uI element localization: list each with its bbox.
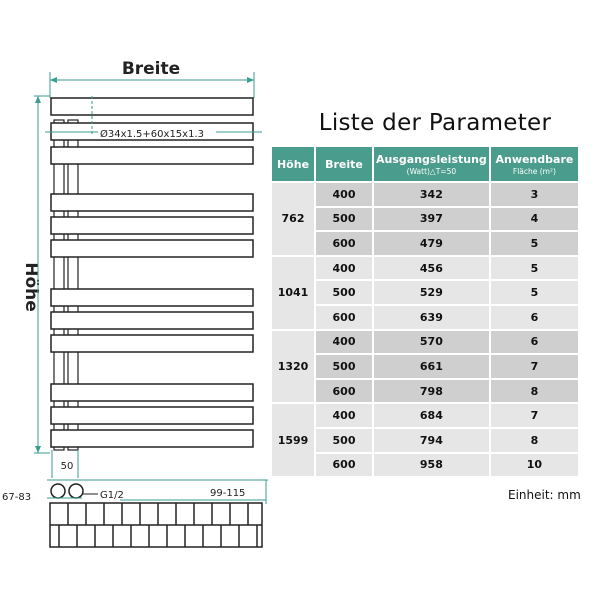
cell-flaeche: 10 — [490, 453, 579, 478]
radiator-bar — [51, 98, 253, 115]
cell-leistung: 798 — [373, 379, 490, 404]
radiator-bar — [51, 217, 253, 234]
table-row — [272, 182, 579, 207]
header-flaeche — [490, 147, 579, 182]
table-row — [272, 379, 579, 404]
cell-flaeche: 5 — [490, 280, 579, 305]
cell-breite: 600 — [315, 231, 373, 256]
table-row — [272, 280, 579, 305]
height-arrow-top — [35, 96, 41, 103]
table-row — [272, 403, 579, 428]
radiator-bar — [51, 430, 253, 447]
cell-breite: 400 — [315, 330, 373, 355]
cell-flaeche: 7 — [490, 403, 579, 428]
table-row — [272, 231, 579, 256]
cell-leistung: 456 — [373, 256, 490, 281]
radiator-bars — [51, 98, 253, 447]
radiator-bar — [51, 147, 253, 164]
cell-breite: 500 — [315, 428, 373, 453]
width-arrow-left — [50, 77, 57, 83]
cell-breite: 500 — [315, 207, 373, 232]
cell-hoehe: 1599 — [272, 403, 315, 477]
bottom-offset-label: 50 — [60, 461, 74, 472]
cell-breite: 400 — [315, 182, 373, 207]
height-arrow-bottom — [35, 446, 41, 453]
table-row — [272, 354, 579, 379]
cell-hoehe: 1320 — [272, 330, 315, 404]
header-leistung — [373, 147, 490, 182]
header-leistung-main: Ausgangsleistung — [376, 152, 487, 166]
header-flaeche-main: Anwendbare — [495, 152, 574, 166]
thread-label: G1/2 — [100, 490, 124, 501]
cell-flaeche: 3 — [490, 182, 579, 207]
cell-leistung: 342 — [373, 182, 490, 207]
cell-breite: 500 — [315, 354, 373, 379]
cell-leistung: 479 — [373, 231, 490, 256]
width-arrow-right — [247, 77, 254, 83]
width-label: Breite — [121, 59, 181, 79]
table-row — [272, 256, 579, 281]
cell-flaeche: 6 — [490, 305, 579, 330]
cell-flaeche: 8 — [490, 379, 579, 404]
cell-leistung: 794 — [373, 428, 490, 453]
cell-leistung: 639 — [373, 305, 490, 330]
cell-breite: 600 — [315, 453, 373, 478]
cell-flaeche: 7 — [490, 354, 579, 379]
cell-leistung: 958 — [373, 453, 490, 478]
height-label: Höhe — [21, 262, 41, 312]
cell-breite: 500 — [315, 280, 373, 305]
radiator-bar — [51, 312, 253, 329]
radiator-bar — [51, 407, 253, 424]
pipe-connections — [51, 484, 83, 498]
tube-spec-label: Ø34x1.5+60x15x1.3 — [100, 129, 204, 140]
table-row — [272, 330, 579, 355]
cell-flaeche: 5 — [490, 256, 579, 281]
table-row — [272, 453, 579, 478]
cell-leistung: 570 — [373, 330, 490, 355]
header-leistung-sub: (Watt)△T=50 — [406, 166, 457, 176]
cell-hoehe: 1041 — [272, 256, 315, 330]
radiator-bar — [51, 240, 253, 257]
header-breite: Breite — [315, 147, 373, 182]
parameter-table — [272, 147, 580, 478]
table-row — [272, 428, 579, 453]
cell-leistung: 529 — [373, 280, 490, 305]
table-row — [272, 207, 579, 232]
cell-breite: 600 — [315, 305, 373, 330]
cell-flaeche: 5 — [490, 231, 579, 256]
table-header-row — [272, 147, 579, 182]
cell-leistung: 661 — [373, 354, 490, 379]
header-hoehe: Höhe — [272, 147, 315, 182]
cell-breite: 400 — [315, 403, 373, 428]
radiator-bar — [51, 335, 253, 352]
pipe-circle-right — [69, 484, 83, 498]
cell-breite: 600 — [315, 379, 373, 404]
cell-leistung: 684 — [373, 403, 490, 428]
cell-breite: 400 — [315, 256, 373, 281]
cell-hoehe: 762 — [272, 182, 315, 256]
header-flaeche-sub: Fläche (m²) — [512, 166, 556, 176]
unit-note: Einheit: mm — [508, 488, 581, 502]
cell-leistung: 397 — [373, 207, 490, 232]
radiator-bar — [51, 289, 253, 306]
cell-flaeche: 6 — [490, 330, 579, 355]
pipe-circle-left — [51, 484, 65, 498]
wall-dim-label: 99-115 — [210, 488, 246, 499]
cell-flaeche: 8 — [490, 428, 579, 453]
radiator-bar — [51, 194, 253, 211]
table-title: Liste der Parameter — [318, 110, 552, 136]
connection-dim-label: 67-83 — [2, 492, 32, 503]
table-row — [272, 305, 579, 330]
brick-floor — [50, 503, 262, 547]
cell-flaeche: 4 — [490, 207, 579, 232]
radiator-bar — [51, 384, 253, 401]
